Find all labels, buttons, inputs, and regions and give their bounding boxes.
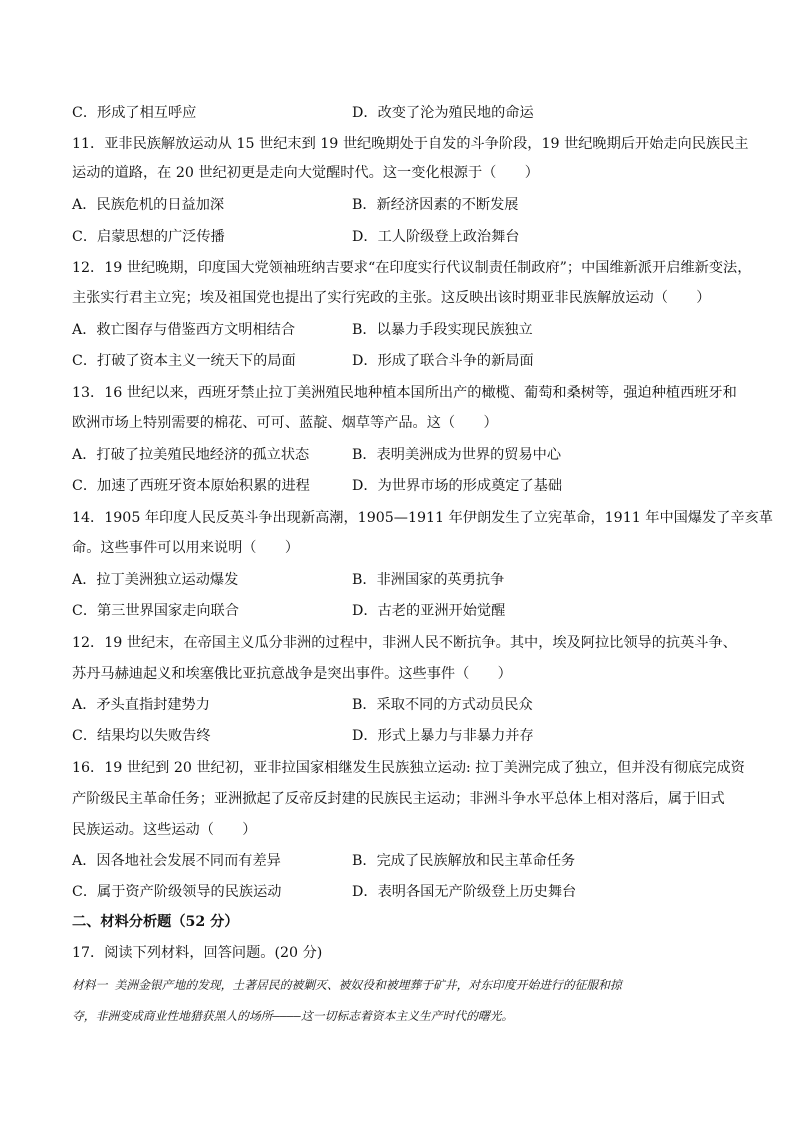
q12a-option-d: D．形成了联合斗争的新局面	[352, 353, 534, 369]
q11-option-c: C．启蒙思想的广泛传播	[72, 229, 225, 245]
q16-options-row-ab	[72, 851, 732, 871]
q12b-option-a: A．矛头直指封建势力	[72, 697, 210, 713]
q11-option-b: B．新经济因素的不断发展	[352, 197, 519, 213]
q16-option-c: C．属于资产阶级领导的民族运动	[72, 884, 282, 900]
q11-options-row-ab	[72, 195, 732, 215]
q12b-options-row-cd	[72, 726, 732, 746]
q14-stem-line-2: 命。这些事件可以用来说明（ ）	[72, 540, 300, 556]
q17-material-line-1: 材料一 美洲金银产地的发现，土著居民的被剿灭、被奴役和被埋葬于矿井，对东印度开始进行的征服和掠	[72, 978, 622, 992]
q12a-option-c: C．打破了资本主义一统天下的局面	[72, 353, 296, 369]
q13-options-row-ab	[72, 445, 732, 465]
q12a-stem-line-2: 主张实行君主立宪；埃及祖国党也提出了实行宪政的主张。这反映出该时期亚非民族解放运动（ ）	[72, 290, 711, 306]
q14-option-b: B．非洲国家的英勇抗争	[352, 572, 505, 588]
q12a-stem-line-1: 12．19 世纪晚期，印度国大党领袖班纳吉要求“在印度实行代议制责任制政府”；中国维新派开启维新变法，	[72, 260, 752, 276]
q13-option-a: A．打破了拉美殖民地经济的孤立状态	[72, 447, 310, 463]
q14-options-row-cd	[72, 601, 732, 621]
q14-option-c: C．第三世界国家走向联合	[72, 603, 239, 619]
q13-option-d: D．为世界市场的形成奠定了基础	[352, 478, 563, 494]
q16-stem-line-3: 民族运动。这些运动（ ）	[72, 822, 257, 838]
q10-option-d: D．改变了沦为殖民地的命运	[352, 105, 534, 121]
q10-option-c: C．形成了相互呼应	[72, 105, 197, 121]
q16-option-d: D．表明各国无产阶级登上历史舞台	[352, 884, 577, 900]
q10-options-row-cd	[72, 103, 732, 123]
q16-option-a: A．因各地社会发展不同而有差异	[72, 853, 281, 869]
q11-options-row-cd	[72, 227, 732, 247]
q14-option-d: D．古老的亚洲开始觉醒	[352, 603, 506, 619]
q12b-option-d: D．形式上暴力与非暴力并存	[352, 728, 534, 744]
q14-options-row-ab	[72, 570, 732, 590]
section-2-title: 二、材料分析题（52 分）	[72, 914, 239, 930]
q16-stem-line-1: 16．19 世纪到 20 世纪初，亚非拉国家相继发生民族独立运动: 拉丁美洲完成了独立，但并没有彻底完成资	[72, 760, 745, 776]
q12a-option-b: B．以暴力手段实现民族独立	[352, 322, 533, 338]
q16-stem-line-2: 产阶级民主革命任务；亚洲掀起了反帝反封建的民族民主运动；非洲斗争水平总体上相对落后，属于旧式	[72, 791, 725, 807]
q13-stem-line-2: 欧洲市场上特别需要的棉花、可可、蓝靛、烟草等产品。这（ ）	[72, 415, 498, 431]
q17-stem: 17．阅读下列材料，回答问题。(20 分)	[72, 945, 323, 961]
q12b-options-row-ab	[72, 695, 732, 715]
q12a-options-row-ab	[72, 320, 732, 340]
q13-option-c: C．加速了西班牙资本原始积累的进程	[72, 478, 310, 494]
q13-option-b: B．表明美洲成为世界的贸易中心	[352, 447, 562, 463]
q12a-options-row-cd	[72, 351, 732, 371]
q12b-option-b: B．采取不同的方式动员民众	[352, 697, 533, 713]
q13-options-row-cd	[72, 476, 732, 496]
q11-option-d: D．工人阶级登上政治舞台	[352, 229, 520, 245]
q14-stem-line-1: 14．1905 年印度人民反英斗争出现新高潮，1905—1911 年伊朗发生了立宪革命，1911 年中国爆发了辛亥革	[72, 510, 773, 526]
q16-option-b: B．完成了民族解放和民主革命任务	[352, 853, 576, 869]
q11-stem-line-2: 运动的道路，在 20 世纪初更是走向大觉醒时代。这一变化根源于（ ）	[72, 165, 539, 181]
q12b-stem-line-1: 12．19 世纪末，在帝国主义瓜分非洲的过程中，非洲人民不断抗争。其中，埃及阿拉比领导的抗英斗争、	[72, 635, 737, 651]
q11-stem-line-1: 11．亚非民族解放运动从 15 世纪末到 19 世纪晚期处于自发的斗争阶段，19 世纪晚期后开始走向民族民主	[72, 136, 749, 152]
q13-stem-line-1: 13．16 世纪以来，西班牙禁止拉丁美洲殖民地种植本国所出产的橄榄、葡萄和桑树等，强迫种植西班牙和	[72, 385, 737, 401]
q12a-option-a: A．救亡图存与借鉴西方文明相结合	[72, 322, 296, 338]
q12b-stem-line-2: 苏丹马赫迪起义和埃塞俄比亚抗意战争是突出事件。这些事件（ ）	[72, 666, 512, 682]
q16-options-row-cd	[72, 882, 732, 902]
q17-material-line-2: 夺，非洲变成商业性地猎获黑人的场所————这一切标志着资本主义生产时代的曙光。	[72, 1009, 514, 1023]
q12b-option-c: C．结果均以失败告终	[72, 728, 211, 744]
q14-option-a: A．拉丁美洲独立运动爆发	[72, 572, 239, 588]
q11-option-a: A．民族危机的日益加深	[72, 197, 225, 213]
